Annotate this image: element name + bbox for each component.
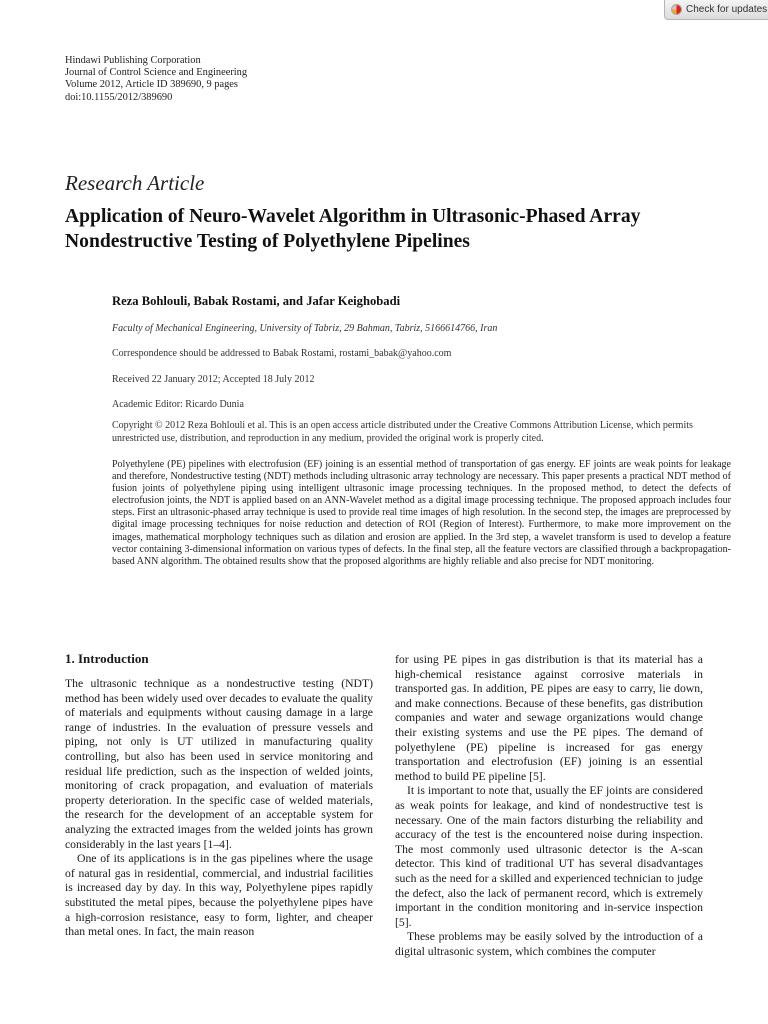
check-for-updates-button[interactable] (664, 0, 768, 20)
affiliation: Faculty of Mechanical Engineering, University of Tabriz, 29 Bahman, Tabriz, 5166614766, Iran (112, 323, 498, 334)
publisher: Hindawi Publishing Corporation (65, 55, 201, 66)
volume-info: Volume 2012, Article ID 389690, 9 pages (65, 79, 238, 91)
received-dates: Received 22 January 2012; Accepted 18 July 2012 (112, 374, 315, 385)
paragraph: It is important to note that, usually the EF joints are considered as weak points for leakage, and kind of nondestructive test is necessary. One of the main factors disturbing the reliability and accuracy of the test is the encountered noise during inspection. The most commonly used ultrasonic detector is the A-scan detector. This kind of traditional UT has several disadvantages such as the need for a skilled and experienced technician to judge the defect, also the lack of permanent record, which is extremely important in the condition monitoring and in-service inspection [5]. (395, 784, 703, 929)
correspondence-text: Correspondence should be addressed to Babak Rostami, (112, 348, 340, 359)
copyright-notice: Copyright © 2012 Reza Bohlouli et al. This is an open access article distributed under the Creative Commons Attribution License, which permits unrestricted use, distribution, and reproduction in any medium, provided the original work is properly cited. (112, 420, 693, 444)
paragraph: One of its applications is in the gas pipelines where the usage of natural gas in residential, commercial, and industrial facilities is increased day by day. In this way, Polyethylene pipes rapidly substituted the metal pipes, because the polyethylene pipes have a high-corrosion resistance, easy to form, lighter, and cheaper than metal ones. In fact, the main reason (65, 852, 373, 939)
article-type: Research Article (65, 171, 205, 195)
doi: doi:10.1155/2012/389690 (65, 91, 173, 103)
section-heading-introduction: 1. Introduction (65, 651, 149, 666)
check-for-updates-label: Check for updates (686, 4, 768, 15)
body-column-left (65, 651, 373, 940)
body-column-right (395, 653, 703, 959)
academic-editor: Academic Editor: Ricardo Dunia (112, 399, 244, 410)
correspondence (112, 347, 451, 360)
paragraph: for using PE pipes in gas distribution is that its material has a high-chemical resistance against corrosive materials in transported gas. In addition, PE pipes are easy to carry, lie down, and make connections. Because of these benefits, gas distribution companies and water and sewage organizations would change their existing systems and use the PE pipes. The demand of polyethylene (PE) pipeline is increased for gas energy transportation and electrofusion (EF) joining is an essential method to build PE pipeline [5]. (395, 653, 703, 783)
crossmark-icon (671, 4, 682, 15)
authors: Reza Bohlouli, Babak Rostami, and Jafar Keighobadi (112, 294, 401, 308)
journal-name: Journal of Control Science and Engineering (65, 67, 248, 79)
paragraph: The ultrasonic technique as a nondestructive testing (NDT) method has been widely used over decades to evaluate the quality of materials and equipments without causing damage in a large range of industries. In the evaluation of pressure vessels and piping, not only is UT utilized in manufacturing quality controlling, but also has been used in service monitoring and residual life prediction, such as the inspection of welded joints, monitoring of crack propagation, and evaluation of materials property deterioration. In the specific case of welded materials, the research for the development of an acceptable system for analyzing the extracted images from the welded joints has grown considerably in the last years [1–4]. (65, 677, 373, 851)
journal-meta (65, 55, 247, 104)
abstract: Polyethylene (PE) pipelines with electrofusion (EF) joining is an essential method of transportation of gas energy. EF joints are weak points for leakage and therefore, Nondestructive testing (NDT) methods including ultrasonic array technology are necessary. This paper presents a practical NDT method of fusion joints of polyethylene piping using intelligent ultrasonic image processing techniques. In the proposed method, to detect the defects of electrofusion joints, the NDT is applied based on an ANN-Wavelet method as a digital image processing technique. The proposed approach includes four steps. First an ultrasonic-phased array technique is used to provide real time images of high resolution. In the second step, the images are preprocessed by digital image processing techniques for noise reduction and detection of ROI (Region of Interest). Furthermore, to make more improvement on the images, mathematical morphology techniques such as dilation and erosion are applied. In the 3rd step, a wavelet transform is used to develop a feature vector containing 3-dimensional information on various types of defects. In the final step, all the feature vectors are classified through a backpropagation-based ANN algorithm. The obtained results show that the proposed algorithms are highly reliable and also precise for NDT monitoring. (112, 459, 731, 567)
paragraph: These problems may be easily solved by the introduction of a digital ultrasonic system, which combines the computer (395, 930, 703, 958)
article-title: Application of Neuro-Wavelet Algorithm in Ultrasonic-Phased Array Nondestructive Testing of Polyethylene Pipelines (65, 206, 641, 252)
correspondence-email-link[interactable]: rostami_babak@yahoo.com (339, 348, 452, 359)
